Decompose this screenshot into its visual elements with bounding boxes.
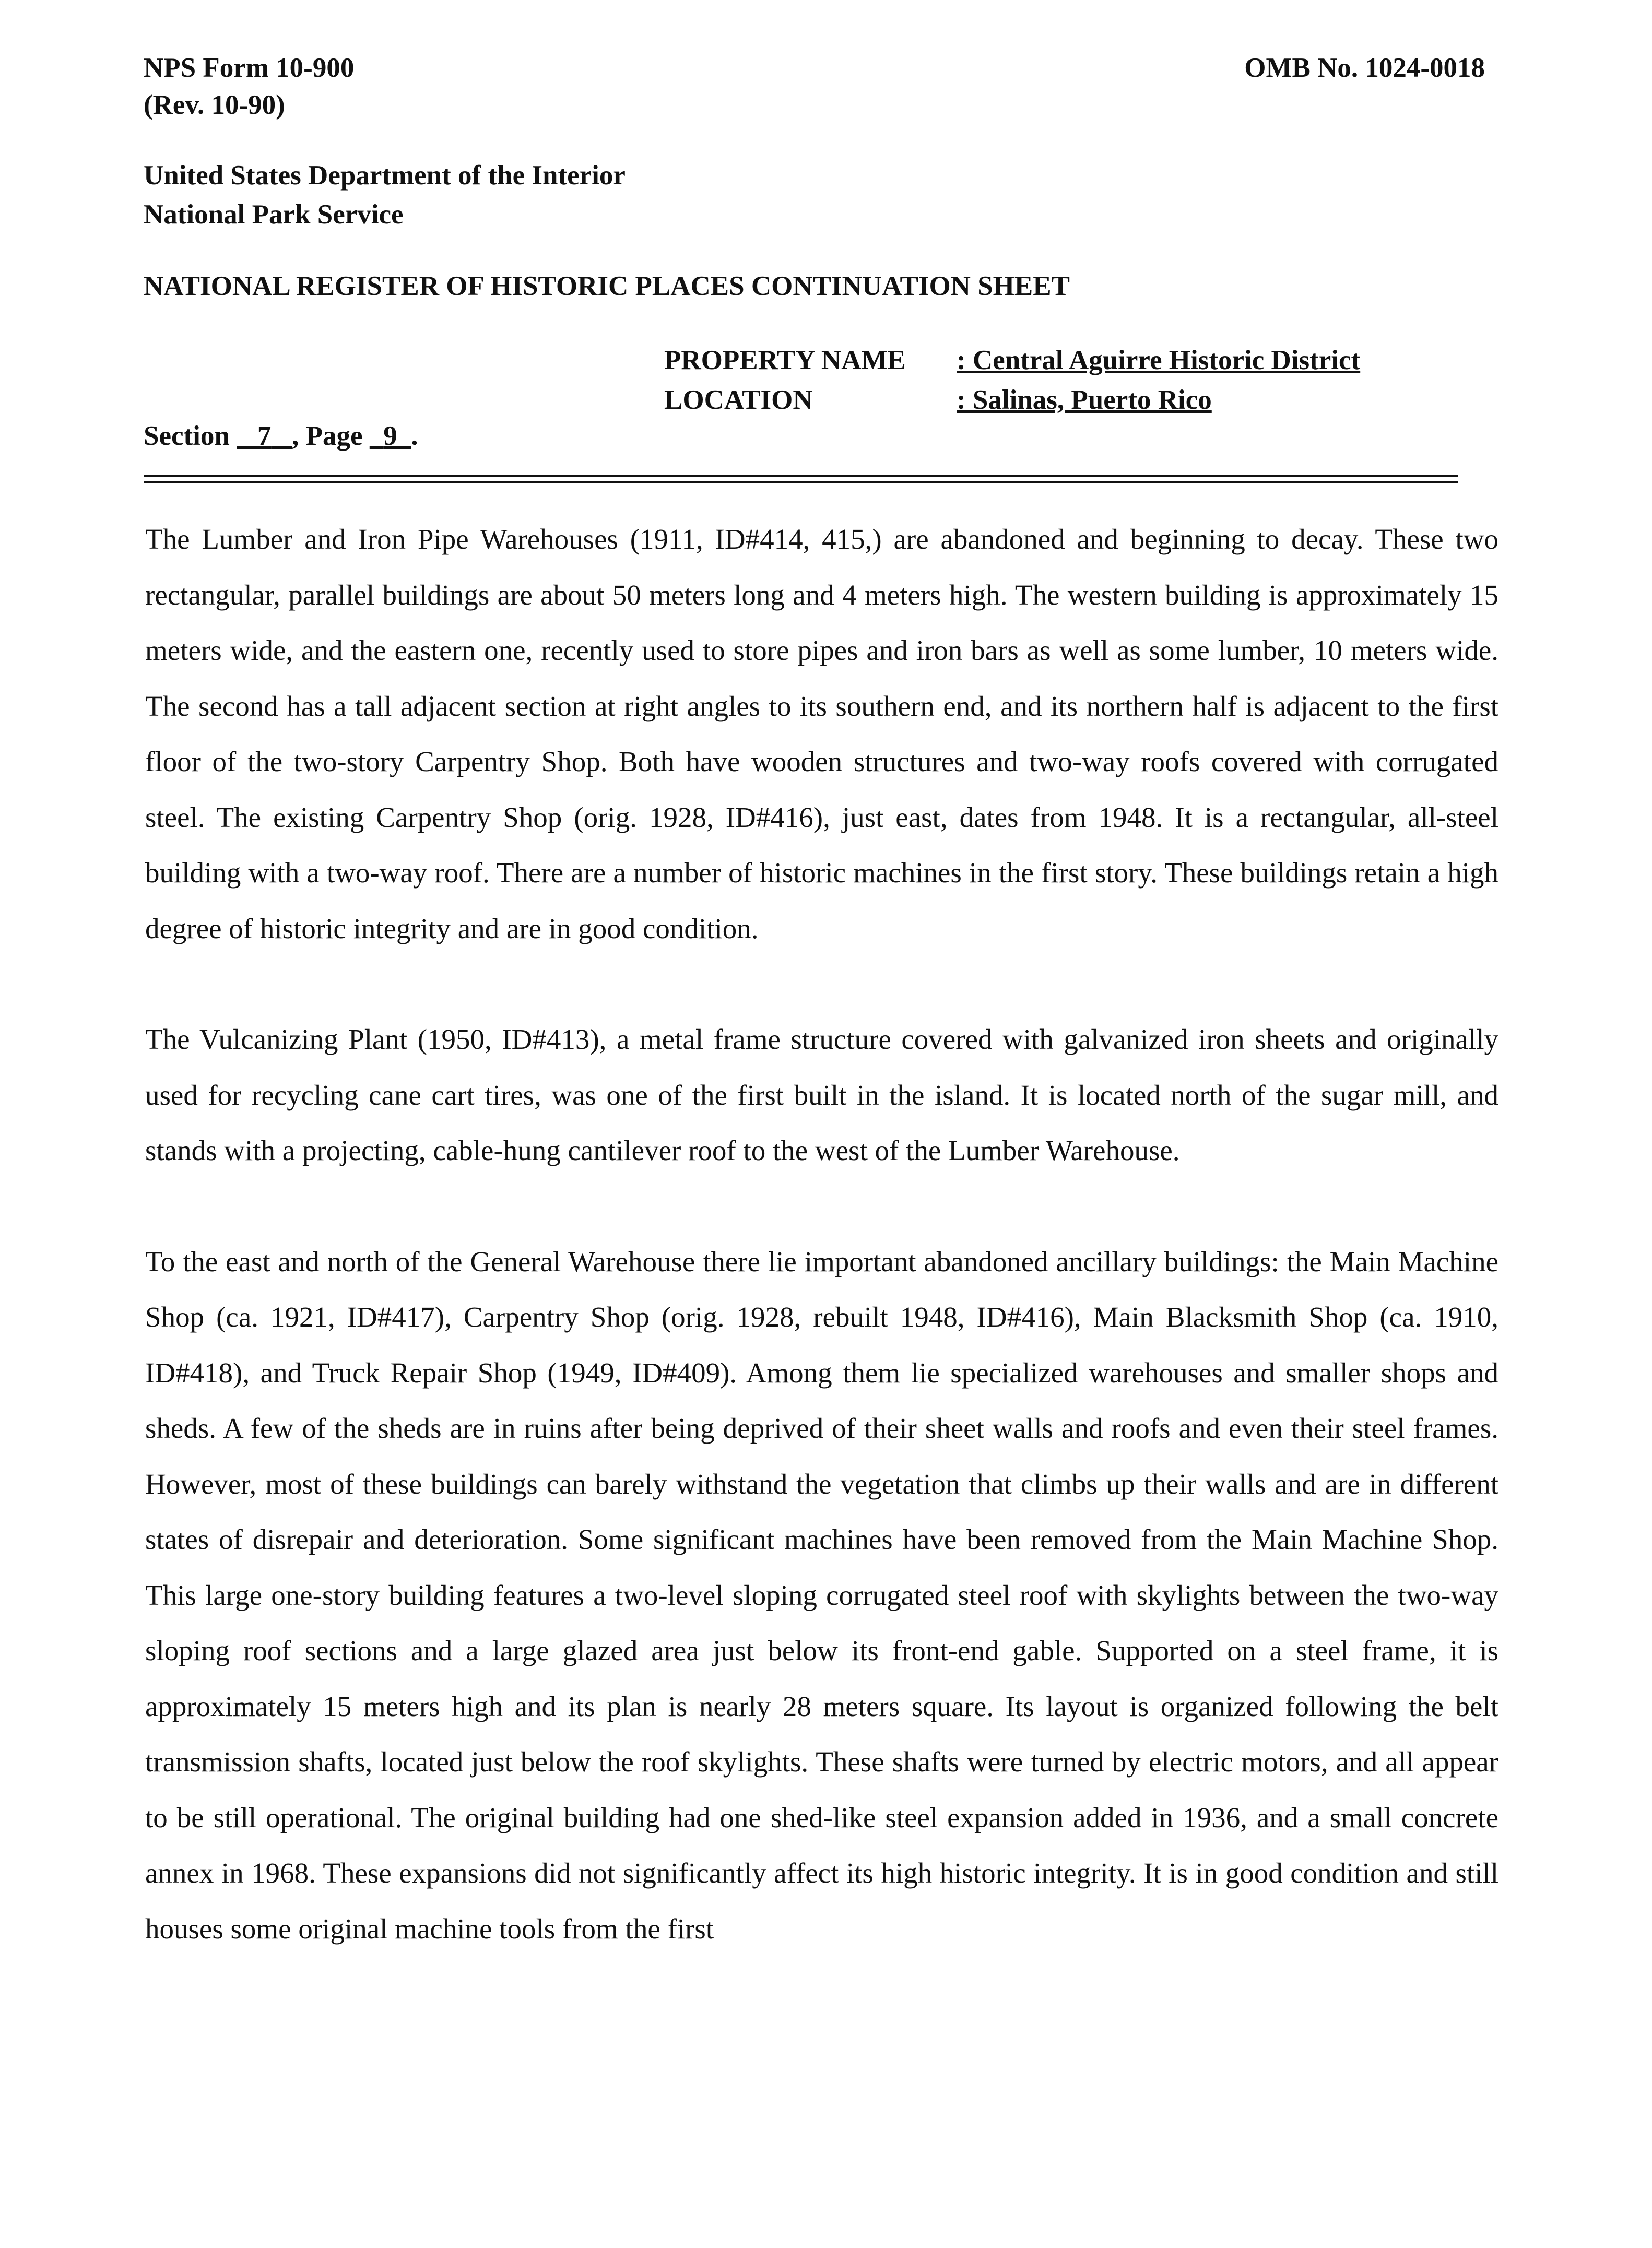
section-page-line: Section 7 , Page 9 . <box>144 421 418 451</box>
body-text <box>145 512 1498 1957</box>
omb-number: OMB No. 1024-0018 <box>1244 53 1485 83</box>
page-number: 9 <box>383 421 397 451</box>
property-block <box>664 340 1360 420</box>
department-name: United States Department of the Interior <box>144 160 626 191</box>
form-number: NPS Form 10-900 <box>144 53 355 83</box>
page-label: Page <box>305 421 363 451</box>
location-value: : Salinas, Puerto Rico <box>957 385 1212 415</box>
property-name-value: : Central Aguirre Historic District <box>957 345 1361 375</box>
body-paragraph-1: The Lumber and Iron Pipe Warehouses (1911, ID#414, 415,) are abandoned and beginning to decay. These two rectangular, parallel buildings are about 50 meters long and 4 meters high. The western building is approximately 15 meters wide, and the eastern one, recently used to store pipes and iron bars as well as some lumber, 10 meters wide. The second has a tall adjacent section at right angles to its southern end, and its northern half is adjacent to the first floor of the two-story Carpentry Shop. Both have wooden structures and two-way roofs covered with corrugated steel. The existing Carpentry Shop (orig. 1928, ID#416), just east, dates from 1948. It is a rectangular, all-steel building with a two-way roof. There are a number of historic machines in the first story. These buildings retain a high degree of historic integrity and are in good condition. <box>145 523 1498 944</box>
section-label: Section <box>144 421 230 451</box>
section-number: 7 <box>257 421 272 451</box>
location-row <box>664 380 1360 420</box>
header-rule-top <box>144 475 1458 477</box>
property-name-label: PROPERTY NAME <box>664 345 906 375</box>
location-label: LOCATION <box>664 385 813 415</box>
header-rule-bottom <box>144 481 1458 483</box>
sheet-title: NATIONAL REGISTER OF HISTORIC PLACES CONTINUATION SHEET <box>144 271 1070 301</box>
property-name-row <box>664 340 1360 380</box>
body-paragraph-3: To the east and north of the General Warehouse there lie important abandoned ancillary buildings: the Main Machine Shop (ca. 1921, ID#417), Carpentry Shop (orig. 1928, rebuilt 1948, ID#416), Main Blacksmith Shop (ca. 1910, ID#418), and Truck Repair Shop (1949, ID#409). Among them lie specialized warehouses and smaller shops and sheds. A few of the sheds are in ruins after being deprived of their sheet walls and roofs and even their steel frames. However, most of these buildings can barely withstand the vegetation that climbs up their walls and are in different states of disrepair and deterioration. Some significant machines have been removed from the Main Machine Shop. This large one-story building features a two-level sloping corrugated steel roof with skylights between the two-way sloping roof sections and a large glazed area just below its front-end gable. Supported on a steel frame, it is approximately 15 meters high and its plan is nearly 28 meters square. Its layout is organized following the belt transmission shafts, located just below the roof skylights. These shafts were turned by electric motors, and all appear to be still operational. The original building had one shed-like steel expansion added in 1936, and a small concrete annex in 1968. These expansions did not significantly affect its high historic integrity. It is in good condition and still houses some original machine tools from the first <box>145 1245 1498 1945</box>
body-paragraph-2: The Vulcanizing Plant (1950, ID#413), a metal frame structure covered with galvanized iron sheets and originally used for recycling cane cart tires, was one of the first built in the island. It is located north of the sugar mill, and stands with a projecting, cable-hung cantilever roof to the west of the Lumber Warehouse. <box>145 1023 1498 1166</box>
service-name: National Park Service <box>144 199 404 230</box>
form-revision: (Rev. 10-90) <box>144 90 285 120</box>
